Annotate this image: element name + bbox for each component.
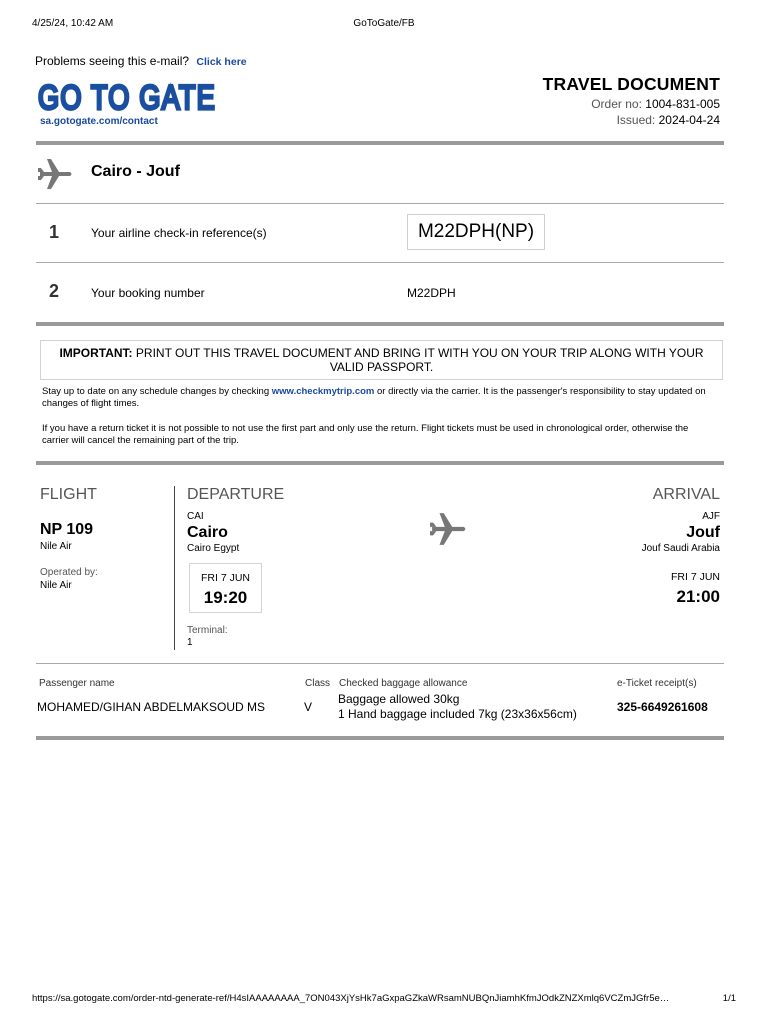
departure-time-box — [189, 563, 262, 613]
print-footer — [32, 993, 736, 1007]
print-url: https://sa.gotogate.com/order-ntd-generate-ref/H4sIAAAAAAAA_7ON043XjYsHk7aGxpaGZkaWRsamNUBQnJiamhKfmJOdkZNZXmlq6VCZmJGfr5e… — [32, 993, 670, 1004]
schedule-notice-text-end: or directly via the carrier. It is the passenger's responsibility to stay updated on changes of flight times. — [42, 386, 706, 409]
flight-number: NP 109 — [40, 521, 94, 538]
divider — [36, 203, 724, 204]
gotogate-logo[interactable] — [38, 79, 218, 117]
issued-label: Issued: — [616, 113, 656, 127]
print-header — [32, 18, 736, 32]
terminal-label: Terminal: — [187, 625, 228, 636]
divider — [36, 141, 724, 145]
contact-link[interactable]: sa.gotogate.com/contact — [40, 116, 158, 127]
schedule-notice — [42, 386, 712, 410]
problems-text: Problems seeing this e-mail? — [35, 54, 190, 68]
airplane-icon — [430, 512, 468, 546]
airline-name: Nile Air — [40, 541, 72, 552]
important-prefix: IMPORTANT: — [59, 346, 133, 360]
departure-code: CAI — [187, 511, 204, 522]
arrival-city: Jouf — [686, 524, 720, 541]
print-title: GoToGate/FB — [353, 18, 415, 29]
order-value: 1004-831-005 — [645, 97, 720, 111]
eticket-value: 325-6649261608 — [617, 700, 708, 714]
order-number — [591, 97, 720, 111]
important-notice — [40, 340, 723, 380]
arrival-code: AJF — [702, 511, 720, 522]
divider — [36, 461, 724, 465]
booking-number-value: M22DPH — [407, 286, 456, 300]
arrival-location: Jouf Saudi Arabia — [641, 543, 720, 554]
class-label: Class — [305, 678, 331, 689]
issued-value: 2024-04-24 — [658, 113, 720, 127]
departure-location: Cairo Egypt — [187, 543, 240, 554]
issued-date — [617, 113, 720, 127]
row-number: 1 — [49, 222, 60, 242]
print-datetime: 4/25/24, 10:42 AM — [32, 18, 114, 29]
passenger-name-label: Passenger name — [39, 678, 115, 689]
checkin-reference-label: Your airline check-in reference(s) — [91, 226, 267, 240]
checkin-reference-value: M22DPH(NP) — [407, 214, 545, 250]
row-number: 2 — [49, 281, 60, 301]
arrival-heading: ARRIVAL — [652, 486, 720, 503]
class-value: V — [304, 700, 313, 714]
divider — [36, 262, 724, 263]
column-divider — [174, 486, 175, 650]
booking-number-label: Your booking number — [91, 286, 205, 300]
departure-date: FRI 7 JUN — [200, 572, 250, 584]
print-page-number: 1/1 — [722, 993, 736, 1004]
terminal-value: 1 — [187, 637, 193, 648]
click-here-link[interactable]: Click here — [196, 56, 247, 68]
departure-heading: DEPARTURE — [187, 486, 285, 503]
flight-heading: FLIGHT — [40, 486, 97, 503]
operated-by-label: Operated by: — [40, 567, 98, 578]
hand-baggage: 1 Hand baggage included 7kg (23x36x56cm) — [338, 707, 577, 721]
divider — [36, 736, 724, 740]
order-label: Order no: — [591, 97, 642, 111]
problems-line — [35, 54, 247, 68]
return-ticket-notice: If you have a return ticket it is not possible to not use the first part and only use the return. Flight tickets must be used in chronological order, otherwise the carrier will cancel the remaining part of the trip. — [42, 423, 689, 446]
divider — [36, 663, 724, 664]
departure-time: 19:20 — [203, 588, 248, 607]
baggage-allowance: Baggage allowed 30kg — [338, 692, 460, 706]
eticket-label: e-Ticket receipt(s) — [617, 678, 697, 689]
document-title: TRAVEL DOCUMENT — [542, 74, 720, 94]
baggage-label: Checked baggage allowance — [339, 678, 468, 689]
checkmytrip-link[interactable]: www.checkmytrip.com — [271, 386, 375, 397]
operated-by-value: Nile Air — [40, 580, 72, 591]
departure-city: Cairo — [187, 524, 228, 541]
route-title: Cairo - Jouf — [91, 163, 180, 180]
schedule-notice-text: Stay up to date on any schedule changes by checking — [42, 386, 272, 397]
passenger-name-value: MOHAMED/GIHAN ABDELMAKSOUD MS — [37, 700, 266, 714]
important-text: PRINT OUT THIS TRAVEL DOCUMENT AND BRING IT WITH YOU ON YOUR TRIP ALONG WITH YOUR VALID PASSPORT. — [132, 346, 704, 374]
airplane-icon — [38, 158, 74, 190]
arrival-time: 21:00 — [676, 587, 720, 606]
arrival-date: FRI 7 JUN — [670, 571, 720, 583]
logo-text: GO TO GATE — [38, 79, 216, 117]
divider — [36, 322, 724, 326]
